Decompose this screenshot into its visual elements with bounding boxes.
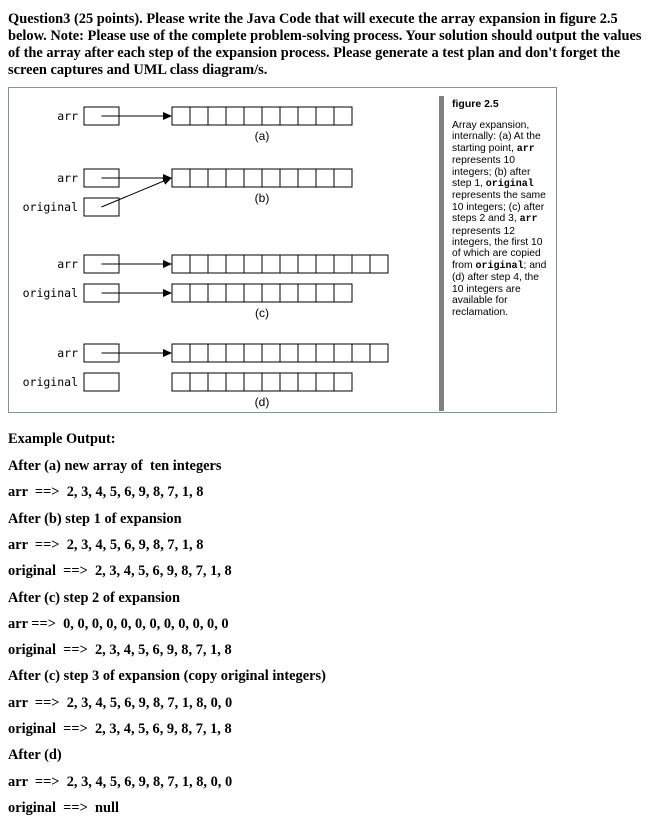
- figure-caption-text: [452, 120, 552, 318]
- array-cell: [190, 169, 208, 187]
- array-cell: [244, 107, 262, 125]
- array-cell: [298, 344, 316, 362]
- array-cell: [172, 284, 190, 302]
- array-cell: [298, 169, 316, 187]
- question-text: Question3 (25 points). Please write the Java Code that will execute the array expansion in figure 2.5 below. Note: Please use of the complete problem-solving process. Your solution should output the values of the array after each step of the expansion process. Please generate a test plan and don't forget the screen captures and UML class diagram/s.: [8, 11, 642, 78]
- array-cell: [172, 255, 190, 273]
- output-line: original ==> 2, 3, 4, 5, 6, 9, 8, 7, 1, 8: [8, 642, 232, 659]
- array-cell: [172, 169, 190, 187]
- array-cell: [298, 373, 316, 391]
- output-line: arr ==> 0, 0, 0, 0, 0, 0, 0, 0, 0, 0, 0, 0: [8, 615, 229, 632]
- array-cell: [226, 107, 244, 125]
- output-heading: Example Output:: [8, 431, 116, 447]
- caption-code: arr: [516, 143, 535, 155]
- figure-divider: [439, 96, 444, 411]
- array-cell: [334, 284, 352, 302]
- panel-label: (c): [255, 306, 269, 320]
- array-expansion-diagram: [9, 88, 439, 414]
- output-line: original ==> 2, 3, 4, 5, 6, 9, 8, 7, 1, 8: [8, 563, 232, 580]
- array-cell: [262, 344, 280, 362]
- array-cell: [226, 255, 244, 273]
- array-cell: [316, 169, 334, 187]
- array-cell: [280, 373, 298, 391]
- array-cell: [208, 373, 226, 391]
- array-cell: [172, 107, 190, 125]
- array-cell: [190, 255, 208, 273]
- var-name: arr: [57, 257, 78, 271]
- array-cell: [172, 373, 190, 391]
- array-cell: [244, 255, 262, 273]
- array-cell: [262, 284, 280, 302]
- array-cell: [316, 344, 334, 362]
- var-name: original: [22, 375, 78, 389]
- array-cell: [316, 107, 334, 125]
- output-line: original ==> null: [8, 799, 119, 816]
- array-cell: [208, 255, 226, 273]
- array-cell: [334, 255, 352, 273]
- array-cell: [226, 344, 244, 362]
- var-name: original: [22, 286, 78, 300]
- array-cell: [208, 169, 226, 187]
- array-cell: [334, 344, 352, 362]
- array-cell: [352, 344, 370, 362]
- array-cell: [370, 344, 388, 362]
- panel-label: (a): [254, 129, 270, 143]
- caption-code: original: [485, 179, 534, 191]
- caption-segment: Array expansion, internally: (a) At the starting point,: [452, 120, 541, 154]
- array-cell: [280, 107, 298, 125]
- caption-code: original: [475, 260, 524, 272]
- array-cell: [244, 344, 262, 362]
- array-cell: [208, 107, 226, 125]
- array-cell: [190, 373, 208, 391]
- figure-2-5: [8, 87, 557, 413]
- var-name: arr: [57, 109, 78, 123]
- array-cell: [280, 284, 298, 302]
- output-line: After (c) step 2 of expansion: [8, 589, 180, 606]
- caption-segment: represents the same 10 integers; (c) after steps 2 and 3,: [452, 190, 546, 225]
- caption-code: arr: [519, 214, 538, 226]
- array-cell: [316, 255, 334, 273]
- array-cell: [280, 255, 298, 273]
- array-cell: [298, 255, 316, 273]
- var-name: arr: [57, 346, 78, 360]
- output-line: After (b) step 1 of expansion: [8, 510, 182, 527]
- array-cell: [208, 284, 226, 302]
- array-cell: [334, 107, 352, 125]
- array-cell: [280, 169, 298, 187]
- output-line: After (a) new array of ten integers: [8, 458, 222, 474]
- array-cell: [352, 255, 370, 273]
- var-name: original: [22, 200, 78, 214]
- array-cell: [262, 373, 280, 391]
- array-cell: [190, 344, 208, 362]
- caption-segment: ; and (d) after step 4, the 10 integers are available for reclamation.: [452, 259, 547, 318]
- output-line: arr ==> 2, 3, 4, 5, 6, 9, 8, 7, 1, 8, 0, 0: [8, 773, 233, 790]
- figure-caption: [452, 98, 552, 318]
- reference-box: [84, 373, 119, 391]
- array-cell: [262, 169, 280, 187]
- panel-label: (d): [254, 395, 270, 409]
- array-cell: [334, 373, 352, 391]
- output-line: After (c) step 3 of expansion (copy original integers): [8, 668, 326, 685]
- output-line: arr ==> 2, 3, 4, 5, 6, 9, 8, 7, 1, 8: [8, 536, 204, 553]
- array-cell: [244, 169, 262, 187]
- array-cell: [244, 284, 262, 302]
- output-line: arr ==> 2, 3, 4, 5, 6, 9, 8, 7, 1, 8: [8, 484, 204, 501]
- output-line: arr ==> 2, 3, 4, 5, 6, 9, 8, 7, 1, 8, 0, 0: [8, 694, 233, 711]
- array-cell: [226, 284, 244, 302]
- array-cell: [298, 284, 316, 302]
- var-name: arr: [57, 171, 78, 185]
- array-cell: [244, 373, 262, 391]
- array-cell: [280, 344, 298, 362]
- output-line: After (d): [8, 747, 62, 764]
- figure-title: figure 2.5: [452, 98, 499, 110]
- caption-segment: represents 12 integers, the first 10 of which are copied from: [452, 225, 543, 271]
- array-cell: [190, 107, 208, 125]
- caption-segment: represents 10 integers; (b) after step 1,: [452, 155, 531, 190]
- array-cell: [226, 373, 244, 391]
- output-line: original ==> 2, 3, 4, 5, 6, 9, 8, 7, 1, 8: [8, 721, 232, 737]
- array-cell: [316, 284, 334, 302]
- array-cell: [208, 344, 226, 362]
- array-cell: [262, 107, 280, 125]
- array-cell: [262, 255, 280, 273]
- array-cell: [316, 373, 334, 391]
- array-cell: [298, 107, 316, 125]
- array-cell: [334, 169, 352, 187]
- array-cell: [172, 344, 190, 362]
- array-cell: [190, 284, 208, 302]
- array-cell: [226, 169, 244, 187]
- panel-label: (b): [254, 191, 270, 205]
- array-cell: [370, 255, 388, 273]
